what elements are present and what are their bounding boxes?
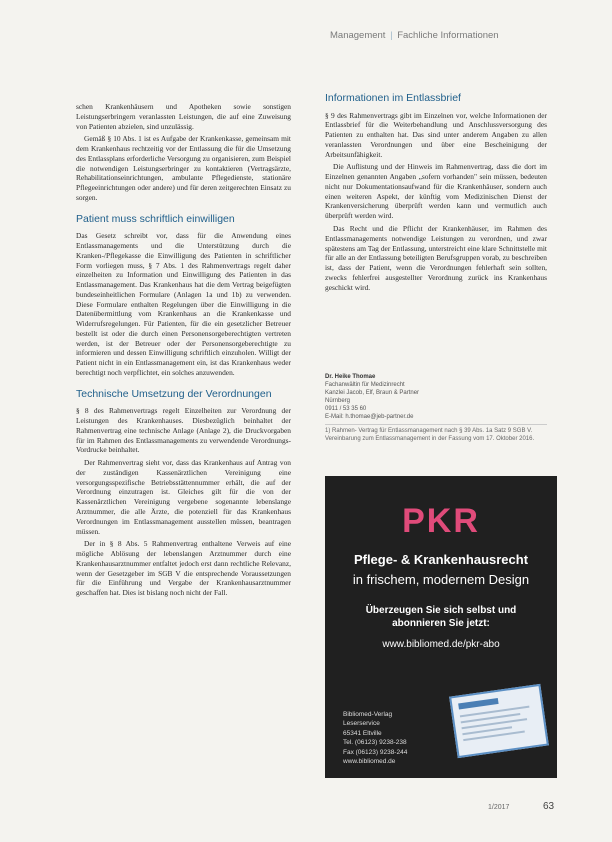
ad-headline: Pflege- & Krankenhausrecht [353,552,529,567]
header-topic: Fachliche Informationen [397,30,499,41]
ad-contact-3: 65341 Eltville [343,729,382,737]
magazine-cover-image [449,684,549,758]
ad-subheadline: in frischem, modernem Design [352,572,530,587]
footnote: 1) Rahmen- Vertrag für Entlassmanagement nach § 39 Abs. 1a Satz 9 SGB V. Vereinbarung zum Entlassmanagement in der Fassung vom 17. Oktober 2016. [325,424,547,443]
author-phone: 0911 / 53 35 60 [325,406,367,413]
ad-contact-1: Bibliomed-Verlag [343,711,393,718]
letter-paragraph-3: Das Recht und die Pflicht der Krankenhäuser, im Rahmen des Entlassmanagements notwendige Leistungen zu verordnen, und zwar spätestens am Tag der Entlassung, unterstreicht eine klare Schnittstelle mit für alle an der Entlassung beteiligten Berufsgruppen vorab, zu beschreiben ist, dass der Patient, wenn die Verordnungen fehlerhaft sein sollten, zwecks fehlerfrei ausgestellter Verordnung zurück ins Krankenhaus geschickt wird. [325,224,547,292]
technical-paragraph-1: § 8 des Rahmenvertrags regelt Einzelheiten zur Verordnung der Leistungen des Krankenhauses. Diesbezüglich beinhaltet der Rahmenvertrag eine technische Anlage (Anlage 2), die Druckvorgaben für im Rahmen des Entlassmanagements zu verwendende Verordnungs-Vordrucke beinhaltet. [76,406,291,455]
author-title: Fachanwältin für Medizinrecht [325,382,405,389]
ad-call-to-action [325,604,557,630]
left-column [76,102,291,601]
pkr-logo: PKR [402,502,480,540]
page-number: 63 [543,801,555,812]
intro-paragraph-2: Gemäß § 10 Abs. 1 ist es Aufgabe der Krankenkasse, gemeinsam mit dem Krankenhaus rechtzeitig vor der Entlassung die für die Umsetzung des Entlassplans erforderliche Versorgung zu organisieren, zum Beispiel die notwendigen Leistungserbringer zu kontaktieren (Vertragsärzte, Rehabilitationseinrichtungen, ambulante Pflegedienste, stationäre Pflegeeinrichtungen oder andere) und für deren zeitgerechten Einsatz zu sorgen. [76,134,291,202]
heading-technical: Technische Umsetzung der Verordnungen [76,387,272,400]
ad-contact-2: Leserservice [343,720,380,728]
letter-paragraph-2: Die Auflistung und der Hinweis im Rahmenvertrag, dass die dort im Einzelnen genannten Angaben „sofern vorhanden" sein müssen, bedeuten nicht nur Dokumentationsaufwand für die Krankenhäuser, sondern auch einen weiteren Aspekt, der künftig vom Medizinischen Dienst der Krankenversicherung überprüft werden kann und vermutlich auch überprüft werden wird. [325,162,547,221]
right-column [325,92,547,295]
technical-paragraph-2: Der Rahmenvertrag sieht vor, dass das Krankenhaus auf Antrag von der zuständigen Kassenärztlichen Vereinigung eine versorgungsspezifische Betriebsstättennummer erhält, die auf der Verordnung einzutragen ist. Gleiches gilt für die von der Kassenärztlichen Vereinigung vergebene sogenannte lebenslange Arztnummer, die alle Ärzte, die potenziell für das Krankenhaus Verordnungen im Entlassmanagement ausstellen müssen, beantragen müssen. [76,458,291,536]
author-block [325,373,545,422]
pkr-advertisement[interactable] [325,476,557,778]
ad-cta-line-2: abonnieren Sie jetzt: [392,618,490,629]
author-city: Nürnberg [325,398,351,405]
header-section: Management [330,30,386,41]
technical-paragraph-3: Der in § 8 Abs. 5 Rahmenvertrag enthaltene Verweis auf eine mögliche Ablösung der lebenslangen Arztnummer durch eine Krankenhausarztnummer entfaltet jedoch erst dann rechtliche Relevanz, wenn der Gesetzgeber im SGB V die entsprechende Voraussetzungen für die Einführung und Vergabe der Krankenhausarztnummer geschaffen hat. Dies ist bislang noch nicht der Fall. [76,539,291,598]
ad-contact-4: Tel. (06123) 9238-238 [343,739,407,747]
heading-consent: Patient muss schriftlich einwilligen [76,212,235,225]
header-separator: | [390,30,393,41]
author-email: E-Mail: h.thomae@jeb-partner.de [325,414,414,421]
consent-paragraph: Das Gesetz schreibt vor, dass für die Anwendung eines Entlassmanagements und die Unterstützung durch die Kranken-/Pflegekasse die Einwilligung des Patienten in schriftlicher Form vorliegen muss, § 7 Abs. 1 des Rahmenvertrags regelt daher einzelheiten zu Information und Einwilligung des Patienten in das Entlassmanagement. Das Krankenhaus hat die dem Vertrag beigefügten bundeseinheitlichen Formulare (Anlagen 1a und 1b) zu verwenden. Diese Formulare enthalten Regelungen über die Einwilligung in die Datenübermittlung vom Krankenhaus an die Krankenkasse und Widerrufsregelungen. Für Patienten, für die ein gesetzlicher Betreuer bestellt ist oder die durch einen Personensorgeberechtigten vertreten werden, ist der Betreuer oder der Personensorgeberechtigte zu informieren und dessen Einwilligung schriftlich einzuholen. Willigt der Patient nicht in ein Entlassmanagement ein, ist das Krankenhaus weder berechtigt noch verpflichtet, ein solches anzuwenden. [76,231,291,377]
ad-contact-block [343,710,407,767]
author-firm: Kanzlei Jacob, Elf, Braun & Partner [325,390,420,397]
author-name: Dr. Heike Thomae [325,374,376,380]
cover-title-bar [458,698,498,710]
ad-cta-line-1: Überzeugen Sie sich selbst und [365,605,517,616]
ad-contact-5: Fax (06123) 9238-244 [343,748,408,756]
letter-paragraph-1: § 9 des Rahmenvertrags gibt im Einzelnen vor, welche Informationen der Entlassbrief für die Weiterbehandlung und Anschlussversorgung des Patienten zu enthalten hat. Das sind unter anderem Angaben zu allen veranlassten Verordnungen und über eine Bescheinigung der Arbeitsunfähigkeit. [325,110,547,159]
ad-url-link[interactable]: www.bibliomed.de/pkr-abo [382,639,500,650]
intro-paragraph: schen Krankenhäusern und Apotheken sowie sonstigen Leistungserbringern veranlassten Leistungen, die auf eine Zuweisung von Patienten abzielen, sind unzulässig. [76,102,291,131]
heading-discharge-letter: Informationen im Entlassbrief [325,92,461,104]
ad-contact-6: www.bibliomed.de [343,758,396,766]
issue-folio: 1/2017 [488,804,510,811]
running-header [330,30,562,41]
